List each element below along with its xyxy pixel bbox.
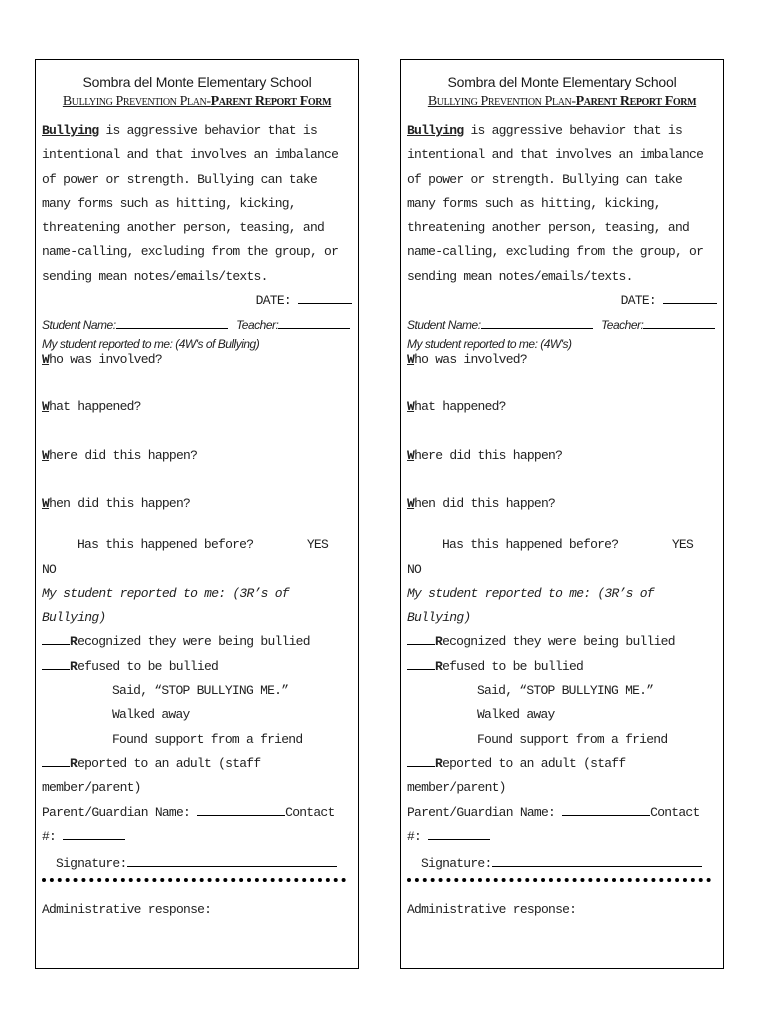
school-name: Sombra del Monte Elementary School: [82, 74, 312, 90]
found-support-item: Found support from a friend: [477, 731, 668, 747]
happened-before-line: [42, 533, 352, 557]
contact-field[interactable]: [63, 825, 125, 840]
admin-response-label: Administrative response:: [407, 902, 577, 918]
w-letter: W: [407, 352, 415, 368]
walked-away-item: Walked away: [477, 707, 555, 723]
recognized-item: [42, 630, 352, 654]
parent-report-form-left: [35, 59, 359, 969]
who-question: [42, 352, 352, 368]
bullying-term: Bullying: [407, 123, 464, 138]
guardian-name-field[interactable]: [197, 801, 285, 816]
teacher-label: Teacher:: [236, 318, 279, 333]
r-letter: R: [435, 755, 443, 771]
w-letter: W: [42, 352, 50, 368]
student-name-field[interactable]: [481, 317, 593, 329]
what-text: hat happened?: [49, 399, 141, 415]
form-heading: [42, 93, 352, 110]
plan-title: Bullying Prevention Plan-: [62, 94, 211, 109]
r-letter: R: [435, 634, 443, 650]
contact-label: Contact #:: [42, 804, 335, 844]
student-name-label: Student Name:: [407, 318, 481, 333]
reported-4w-label: My student reported to me: (4W's): [407, 337, 572, 352]
said-stop-item: Said, “STOP BULLYING ME.”: [112, 683, 289, 699]
what-question: [407, 395, 717, 419]
no-option[interactable]: NO: [407, 561, 422, 577]
signature-field[interactable]: [492, 852, 702, 867]
when-text: hen did this happen?: [49, 495, 191, 511]
w-letter: W: [42, 495, 50, 511]
date-line: [42, 289, 352, 313]
reported-text: eported to an adult (staff member/parent): [407, 755, 626, 796]
w-letter: W: [42, 447, 50, 463]
yes-option[interactable]: YES: [671, 537, 693, 553]
plan-title: Bullying Prevention Plan-: [427, 94, 576, 109]
date-label: DATE:: [255, 293, 291, 309]
guardian-label: Parent/Guardian Name:: [42, 804, 191, 820]
reported-4w-label: My student reported to me: (4W's of Bullying): [42, 337, 260, 352]
recognized-text: ecognized they were being bullied: [77, 634, 310, 650]
bullying-term: Bullying: [42, 123, 99, 138]
r-letter: R: [70, 658, 78, 674]
refused-item: [407, 655, 717, 679]
contact-field[interactable]: [428, 825, 490, 840]
date-field[interactable]: [663, 289, 717, 304]
teacher-label: Teacher:: [601, 318, 644, 333]
happened-before-question: Has this happened before?: [77, 537, 254, 553]
recognized-checkbox[interactable]: [407, 630, 435, 645]
school-name: Sombra del Monte Elementary School: [447, 74, 677, 90]
date-line: [407, 289, 717, 313]
student-teacher-line: [407, 317, 717, 333]
what-text: hat happened?: [414, 399, 506, 415]
date-field[interactable]: [298, 289, 352, 304]
signature-line: [42, 852, 352, 876]
r-letter: R: [70, 755, 78, 771]
reported-checkbox[interactable]: [407, 752, 435, 767]
student-name-label: Student Name:: [42, 318, 116, 333]
recognized-checkbox[interactable]: [42, 630, 70, 645]
w-letter: W: [407, 447, 415, 463]
signature-line: [407, 852, 717, 876]
r-letter: R: [435, 658, 443, 674]
guardian-contact-line: [42, 801, 352, 850]
w-letter: W: [407, 399, 415, 415]
walked-away-item: Walked away: [112, 707, 190, 723]
who-text: ho was involved?: [49, 352, 162, 368]
form-heading: [407, 93, 717, 110]
form-title: Parent Report Form: [575, 94, 697, 109]
reported-adult-item: [407, 752, 717, 801]
refused-checkbox[interactable]: [407, 655, 435, 670]
reported-adult-item: [42, 752, 352, 801]
where-question: [42, 444, 352, 468]
recognized-item: [407, 630, 717, 654]
refused-text: efused to be bullied: [77, 658, 219, 674]
definition-text: is aggressive behavior that is intentional and that involves an imbalance of power or strength. Bullying can take many forms such as hitting, kicking, threatening another person, teasing, and name-calling, excluding from the group, or sending mean notes/emails/texts.: [407, 123, 704, 284]
signature-field[interactable]: [127, 852, 337, 867]
where-text: here did this happen?: [414, 447, 563, 463]
reported-3r-label: My student reported to me: (3R’s of Bullying): [42, 585, 289, 626]
guardian-name-field[interactable]: [562, 801, 650, 816]
parent-report-form-right: [400, 59, 724, 969]
recognized-text: ecognized they were being bullied: [442, 634, 675, 650]
contact-label: Contact #:: [407, 804, 700, 844]
w-letter: W: [407, 495, 415, 511]
refused-checkbox[interactable]: [42, 655, 70, 670]
refused-text: efused to be bullied: [442, 658, 584, 674]
refused-item: [42, 655, 352, 679]
reported-text: eported to an adult (staff member/parent): [42, 755, 261, 796]
guardian-label: Parent/Guardian Name:: [407, 804, 556, 820]
yes-option[interactable]: YES: [306, 537, 328, 553]
reported-3r-label: My student reported to me: (3R’s of Bullying): [407, 585, 654, 626]
what-question: [42, 395, 352, 419]
found-support-item: Found support from a friend: [112, 731, 303, 747]
when-question: [407, 492, 717, 516]
teacher-field[interactable]: [643, 317, 715, 329]
happened-before-line: [407, 533, 717, 557]
where-question: [407, 444, 717, 468]
student-name-field[interactable]: [116, 317, 228, 329]
bullying-definition: [42, 119, 352, 289]
definition-text: is aggressive behavior that is intentional and that involves an imbalance of power or strength. Bullying can take many forms such as hitting, kicking, threatening another person, teasing, and name-calling, excluding from the group, or sending mean notes/emails/texts.: [42, 123, 339, 284]
where-text: here did this happen?: [49, 447, 198, 463]
admin-response-label: Administrative response:: [42, 902, 212, 918]
signature-label: Signature:: [56, 856, 127, 872]
who-question: [407, 352, 717, 368]
no-option[interactable]: NO: [42, 561, 57, 577]
happened-before-question: Has this happened before?: [442, 537, 619, 553]
said-stop-item: Said, “STOP BULLYING ME.”: [477, 683, 654, 699]
signature-label: Signature:: [421, 856, 492, 872]
date-label: DATE:: [620, 293, 656, 309]
when-text: hen did this happen?: [414, 495, 556, 511]
reported-checkbox[interactable]: [42, 752, 70, 767]
when-question: [42, 492, 352, 516]
guardian-contact-line: [407, 801, 717, 850]
r-letter: R: [70, 634, 78, 650]
who-text: ho was involved?: [414, 352, 527, 368]
bullying-definition: [407, 119, 717, 289]
student-teacher-line: [42, 317, 352, 333]
form-title: Parent Report Form: [210, 94, 332, 109]
teacher-field[interactable]: [278, 317, 350, 329]
w-letter: W: [42, 399, 50, 415]
